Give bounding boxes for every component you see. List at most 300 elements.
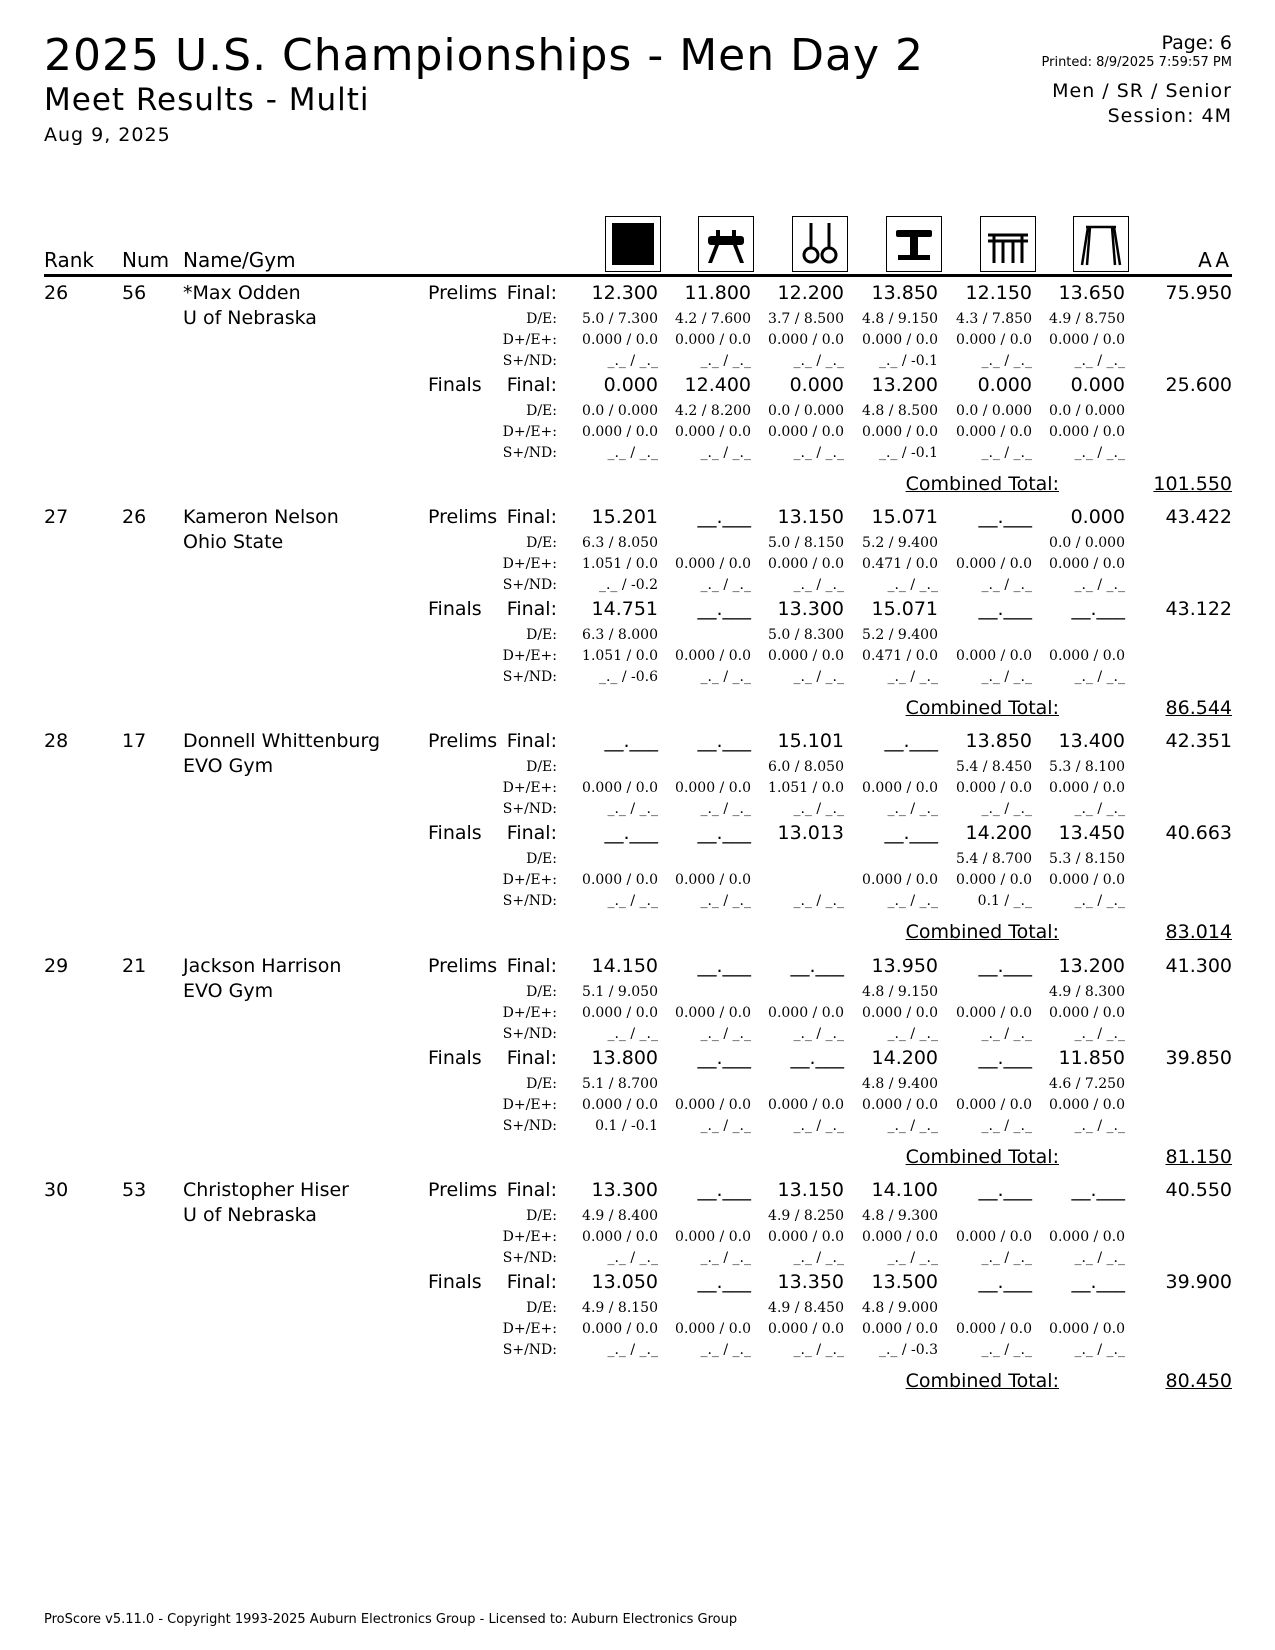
score-snd: _._ / _._ [981,445,1032,461]
score-snd: _._ / _._ [700,893,751,909]
score-de: 6.3 / 8.050 [582,535,658,551]
score-final: 0.000 [1070,506,1125,528]
score-final: 13.050 [591,1271,658,1293]
athlete-rank: 27 [44,506,69,528]
score-final: 15.071 [871,598,938,620]
final-label: Final: [506,506,557,528]
score-final: 0.000 [1070,374,1125,396]
final-label: Final: [506,730,557,752]
score-final: 0.000 [977,374,1032,396]
score-final: __.___ [790,1047,844,1069]
score-final: __.___ [790,955,844,977]
athlete-number: 26 [122,506,147,528]
score-snd: _._ / _._ [887,1026,938,1042]
score-snd: _._ / _._ [981,1342,1032,1358]
de-label: D/E: [526,627,557,643]
score-final: __.___ [978,598,1032,620]
round-name: Prelims [428,506,498,528]
snd-label: S+/ND: [502,445,557,461]
score-dp: 0.000 / 0.0 [862,872,938,888]
score-snd: _._ / _._ [700,669,751,685]
score-dp: 0.000 / 0.0 [768,556,844,572]
athlete-name: Kameron Nelson [183,506,339,528]
score-snd: _._ / _._ [700,445,751,461]
score-dp: 0.000 / 0.0 [1049,780,1125,796]
round-block-finals [0,370,1275,462]
all-around-score: 41.300 [1165,955,1232,977]
score-dp: 0.000 / 0.0 [862,780,938,796]
score-dp: 0.000 / 0.0 [675,424,751,440]
round-block-finals [0,1267,1275,1359]
combined-total-value: 81.150 [1165,1146,1232,1168]
score-dp: 0.000 / 0.0 [768,1005,844,1021]
score-final: __.___ [697,506,751,528]
snd-label: S+/ND: [502,1250,557,1266]
combined-total-value: 86.544 [1165,697,1232,719]
round-block-finals [0,1043,1275,1135]
score-dp: 0.000 / 0.0 [582,424,658,440]
meet-title: 2025 U.S. Championships - Men Day 2 [44,30,924,81]
score-snd: _._ / _._ [700,353,751,369]
score-snd: _._ / _._ [793,353,844,369]
high-bar-icon [1073,216,1129,272]
athlete-entry [0,726,1275,951]
score-de: 5.0 / 8.150 [768,535,844,551]
score-dp: 0.000 / 0.0 [862,1229,938,1245]
score-final: __.___ [697,1179,751,1201]
score-snd: _._ / _._ [887,893,938,909]
final-label: Final: [506,1271,557,1293]
score-snd: _._ / _._ [793,893,844,909]
all-around-score: 39.850 [1165,1047,1232,1069]
score-dp: 0.000 / 0.0 [582,1005,658,1021]
column-header-name-gym: Name/Gym [183,248,296,272]
score-de: 4.2 / 8.200 [675,403,751,419]
score-snd: _._ / _._ [700,1342,751,1358]
score-snd: _._ / _._ [793,1250,844,1266]
score-dp: 0.000 / 0.0 [675,1321,751,1337]
score-final: 15.101 [777,730,844,752]
score-final: 12.200 [777,282,844,304]
de-label: D/E: [526,851,557,867]
score-snd: 0.1 / -0.1 [595,1118,658,1134]
score-final: __.___ [697,822,751,844]
score-dp: 0.000 / 0.0 [956,648,1032,664]
score-snd: _._ / _._ [1074,893,1125,909]
score-snd: _._ / _._ [793,669,844,685]
floor-exercise-icon [605,216,661,272]
dp-label: D+/E+: [502,1097,557,1113]
score-dp: 0.000 / 0.0 [582,872,658,888]
de-label: D/E: [526,535,557,551]
snd-label: S+/ND: [502,1342,557,1358]
round-block-prelims [0,1175,1275,1267]
score-snd: 0.1 / _._ [977,893,1032,909]
score-dp: 0.000 / 0.0 [1049,1005,1125,1021]
athlete-gym: Ohio State [183,531,284,553]
score-final: 13.650 [1058,282,1125,304]
score-de: 4.8 / 9.150 [862,984,938,1000]
snd-label: S+/ND: [502,1026,557,1042]
score-de: 4.8 / 8.500 [862,403,938,419]
score-de: 4.8 / 9.300 [862,1208,938,1224]
score-final: __.___ [697,598,751,620]
final-label: Final: [506,1179,557,1201]
score-de: 3.7 / 8.500 [768,311,844,327]
all-around-score: 40.550 [1165,1179,1232,1201]
score-snd: _._ / _._ [700,577,751,593]
score-de: 4.9 / 8.450 [768,1300,844,1316]
final-label: Final: [506,955,557,977]
score-dp: 0.000 / 0.0 [675,648,751,664]
athlete-number: 53 [122,1179,147,1201]
score-snd: _._ / _._ [1074,1342,1125,1358]
score-de: 0.0 / 0.000 [956,403,1032,419]
round-name: Prelims [428,730,498,752]
combined-total-value: 83.014 [1165,921,1232,943]
athlete-rank: 28 [44,730,69,752]
snd-label: S+/ND: [502,893,557,909]
score-final: __.___ [978,1179,1032,1201]
score-dp: 0.000 / 0.0 [582,1097,658,1113]
score-snd: _._ / _._ [1074,1026,1125,1042]
meet-date: Aug 9, 2025 [44,124,171,146]
score-dp: 0.000 / 0.0 [582,1321,658,1337]
round-name: Prelims [428,282,498,304]
round-name: Finals [428,1271,482,1293]
score-dp: 0.000 / 0.0 [582,1229,658,1245]
score-final: __.___ [604,822,658,844]
score-de: 4.9 / 8.750 [1049,311,1125,327]
score-final: __.___ [604,730,658,752]
score-dp: 0.000 / 0.0 [1049,1097,1125,1113]
score-dp: 0.000 / 0.0 [956,872,1032,888]
score-dp: 0.000 / 0.0 [862,424,938,440]
score-de: 5.1 / 8.700 [582,1076,658,1092]
score-final: __.___ [978,1047,1032,1069]
final-label: Final: [506,282,557,304]
score-snd: _._ / _._ [700,1118,751,1134]
dp-label: D+/E+: [502,1005,557,1021]
score-de: 5.3 / 8.150 [1049,851,1125,867]
score-de: 4.3 / 7.850 [956,311,1032,327]
score-dp: 0.000 / 0.0 [956,1005,1032,1021]
athlete-number: 56 [122,282,147,304]
score-snd: _._ / _._ [981,577,1032,593]
column-header-aa: AA [1198,248,1232,272]
score-final: __.___ [978,1271,1032,1293]
score-snd: _._ / _._ [1074,1250,1125,1266]
score-final: 13.300 [591,1179,658,1201]
score-de: 4.9 / 8.300 [1049,984,1125,1000]
vault-icon [886,216,942,272]
athlete-rank: 29 [44,955,69,977]
round-block-prelims [0,278,1275,370]
dp-label: D+/E+: [502,648,557,664]
athlete-name: *Max Odden [183,282,301,304]
score-de: 4.8 / 9.000 [862,1300,938,1316]
score-de: 5.2 / 9.400 [862,627,938,643]
score-final: 13.850 [965,730,1032,752]
score-de: 5.0 / 8.300 [768,627,844,643]
score-dp: 0.000 / 0.0 [862,1321,938,1337]
score-de: 0.0 / 0.000 [582,403,658,419]
score-de: 5.0 / 7.300 [582,311,658,327]
score-snd: _._ / _._ [981,1026,1032,1042]
dp-label: D+/E+: [502,872,557,888]
athlete-number: 21 [122,955,147,977]
score-dp: 0.000 / 0.0 [1049,872,1125,888]
score-final: 14.200 [965,822,1032,844]
score-snd: _._ / _._ [607,353,658,369]
de-label: D/E: [526,1300,557,1316]
score-snd: _._ / _._ [1074,445,1125,461]
score-snd: _._ / _._ [887,1118,938,1134]
score-dp: 1.051 / 0.0 [582,648,658,664]
round-name: Prelims [428,955,498,977]
athlete-name: Christopher Hiser [183,1179,349,1201]
score-snd: _._ / _._ [607,1342,658,1358]
score-dp: 0.000 / 0.0 [956,780,1032,796]
score-final: 14.150 [591,955,658,977]
score-de: 5.1 / 9.050 [582,984,658,1000]
dp-label: D+/E+: [502,1321,557,1337]
round-block-prelims [0,726,1275,818]
de-label: D/E: [526,1208,557,1224]
score-dp: 0.000 / 0.0 [1049,332,1125,348]
score-final: 13.013 [777,822,844,844]
score-dp: 0.000 / 0.0 [675,332,751,348]
still-rings-icon [792,216,848,272]
score-dp: 0.471 / 0.0 [862,648,938,664]
snd-label: S+/ND: [502,353,557,369]
score-final: 14.751 [591,598,658,620]
column-header-num: Num [122,248,170,272]
dp-label: D+/E+: [502,556,557,572]
score-final: __.___ [978,955,1032,977]
score-final: __.___ [884,730,938,752]
score-de: 6.0 / 8.050 [768,759,844,775]
athlete-entry [0,951,1275,1176]
round-name: Finals [428,1047,482,1069]
score-dp: 0.000 / 0.0 [675,1229,751,1245]
round-name: Finals [428,374,482,396]
athlete-number: 17 [122,730,147,752]
athlete-gym: U of Nebraska [183,307,317,329]
score-snd: _._ / _._ [607,893,658,909]
score-dp: 0.000 / 0.0 [768,648,844,664]
score-snd: _._ / _._ [607,1026,658,1042]
score-dp: 0.000 / 0.0 [862,1097,938,1113]
score-final: 13.150 [777,1179,844,1201]
report-subtitle: Meet Results - Multi [44,82,370,118]
athlete-entry [0,502,1275,727]
athlete-name: Donnell Whittenburg [183,730,381,752]
score-final: 13.850 [871,282,938,304]
de-label: D/E: [526,1076,557,1092]
score-dp: 0.000 / 0.0 [956,332,1032,348]
score-dp: 0.000 / 0.0 [862,332,938,348]
all-around-score: 25.600 [1165,374,1232,396]
de-label: D/E: [526,403,557,419]
score-final: 13.350 [777,1271,844,1293]
score-de: 0.0 / 0.000 [1049,403,1125,419]
score-snd: _._ / _._ [793,1118,844,1134]
score-de: 4.2 / 7.600 [675,311,751,327]
score-snd: _._ / _._ [981,669,1032,685]
score-snd: _._ / _._ [981,1250,1032,1266]
athlete-gym: U of Nebraska [183,1204,317,1226]
header-rule [44,274,1232,277]
score-snd: _._ / -0.3 [878,1342,938,1358]
score-snd: _._ / -0.1 [878,445,938,461]
score-dp: 0.000 / 0.0 [582,332,658,348]
athlete-entry [0,278,1275,503]
combined-total-label: Combined Total: [905,697,1059,719]
score-snd: _._ / _._ [887,1250,938,1266]
snd-label: S+/ND: [502,577,557,593]
score-final: 11.850 [1058,1047,1125,1069]
parallel-bars-icon [980,216,1036,272]
score-dp: 0.000 / 0.0 [1049,1229,1125,1245]
score-dp: 0.000 / 0.0 [768,1321,844,1337]
footer-copyright: ProScore v5.11.0 - Copyright 1993-2025 Auburn Electronics Group - Licensed to: Auburn Electronics Group [44,1612,738,1627]
score-snd: _._ / _._ [1074,801,1125,817]
round-block-finals [0,594,1275,686]
score-de: 0.0 / 0.000 [768,403,844,419]
score-de: 4.8 / 9.150 [862,311,938,327]
score-final: __.___ [884,822,938,844]
score-de: 0.0 / 0.000 [1049,535,1125,551]
score-snd: _._ / _._ [981,353,1032,369]
score-final: 11.800 [684,282,751,304]
score-de: 5.2 / 9.400 [862,535,938,551]
score-dp: 0.000 / 0.0 [768,1097,844,1113]
score-de: 4.6 / 7.250 [1049,1076,1125,1092]
score-final: 13.300 [777,598,844,620]
dp-label: D+/E+: [502,1229,557,1245]
round-block-prelims [0,951,1275,1043]
athlete-rank: 30 [44,1179,69,1201]
score-dp: 0.000 / 0.0 [1049,1321,1125,1337]
score-dp: 0.471 / 0.0 [862,556,938,572]
score-de: 4.9 / 8.150 [582,1300,658,1316]
score-snd: _._ / -0.1 [878,353,938,369]
round-block-finals [0,818,1275,910]
snd-label: S+/ND: [502,669,557,685]
de-label: D/E: [526,311,557,327]
score-snd: _._ / _._ [607,445,658,461]
score-de: 6.3 / 8.000 [582,627,658,643]
score-snd: _._ / -0.2 [598,577,658,593]
score-de: 4.8 / 9.400 [862,1076,938,1092]
snd-label: S+/ND: [502,1118,557,1134]
score-snd: _._ / _._ [1074,353,1125,369]
score-dp: 1.051 / 0.0 [768,780,844,796]
round-name: Finals [428,822,482,844]
score-dp: 0.000 / 0.0 [956,1321,1032,1337]
athlete-gym: EVO Gym [183,980,274,1002]
final-label: Final: [506,598,557,620]
score-dp: 0.000 / 0.0 [675,1005,751,1021]
score-dp: 0.000 / 0.0 [768,332,844,348]
all-around-score: 40.663 [1165,822,1232,844]
all-around-score: 43.422 [1165,506,1232,528]
athlete-name: Jackson Harrison [183,955,342,977]
score-snd: _._ / _._ [887,801,938,817]
score-final: 13.800 [591,1047,658,1069]
athlete-gym: EVO Gym [183,755,274,777]
score-final: __.___ [697,730,751,752]
score-final: __.___ [697,1271,751,1293]
score-final: 13.450 [1058,822,1125,844]
score-snd: _._ / _._ [700,1026,751,1042]
dp-label: D+/E+: [502,780,557,796]
score-snd: _._ / _._ [981,1118,1032,1134]
score-dp: 0.000 / 0.0 [768,424,844,440]
combined-total-label: Combined Total: [905,1370,1059,1392]
score-snd: _._ / _._ [793,801,844,817]
score-dp: 0.000 / 0.0 [956,1097,1032,1113]
score-snd: _._ / _._ [793,445,844,461]
all-around-score: 75.950 [1165,282,1232,304]
score-dp: 0.000 / 0.0 [956,424,1032,440]
combined-total-label: Combined Total: [905,1146,1059,1168]
score-final: 12.400 [684,374,751,396]
athlete-rank: 26 [44,282,69,304]
score-final: 0.000 [603,374,658,396]
round-block-prelims [0,502,1275,594]
score-final: 13.150 [777,506,844,528]
score-dp: 0.000 / 0.0 [956,1229,1032,1245]
score-de: 5.3 / 8.100 [1049,759,1125,775]
session: Session: 4M [1107,105,1232,127]
combined-total-label: Combined Total: [905,473,1059,495]
printed-timestamp: Printed: 8/9/2025 7:59:57 PM [1041,55,1232,70]
combined-total-value: 80.450 [1165,1370,1232,1392]
column-header-rank: Rank [44,248,94,272]
page-number: Page: 6 [1161,32,1232,54]
score-dp: 0.000 / 0.0 [582,780,658,796]
score-de: 5.4 / 8.700 [956,851,1032,867]
de-label: D/E: [526,984,557,1000]
score-final: __.___ [978,506,1032,528]
score-dp: 0.000 / 0.0 [675,780,751,796]
all-around-score: 42.351 [1165,730,1232,752]
final-label: Final: [506,1047,557,1069]
score-dp: 0.000 / 0.0 [1049,556,1125,572]
score-final: __.___ [697,955,751,977]
score-dp: 1.051 / 0.0 [582,556,658,572]
score-final: 13.200 [1058,955,1125,977]
score-snd: _._ / _._ [700,1250,751,1266]
score-dp: 0.000 / 0.0 [956,556,1032,572]
score-dp: 0.000 / 0.0 [862,1005,938,1021]
final-label: Final: [506,374,557,396]
score-final: 12.300 [591,282,658,304]
score-dp: 0.000 / 0.0 [675,556,751,572]
combined-total-label: Combined Total: [905,921,1059,943]
score-de: 5.4 / 8.450 [956,759,1032,775]
score-final: __.___ [1071,1179,1125,1201]
snd-label: S+/ND: [502,801,557,817]
score-final: 0.000 [789,374,844,396]
category: Men / SR / Senior [1052,80,1232,102]
score-de: 4.9 / 8.250 [768,1208,844,1224]
score-snd: _._ / _._ [887,669,938,685]
all-around-score: 39.900 [1165,1271,1232,1293]
pommel-horse-icon [698,216,754,272]
